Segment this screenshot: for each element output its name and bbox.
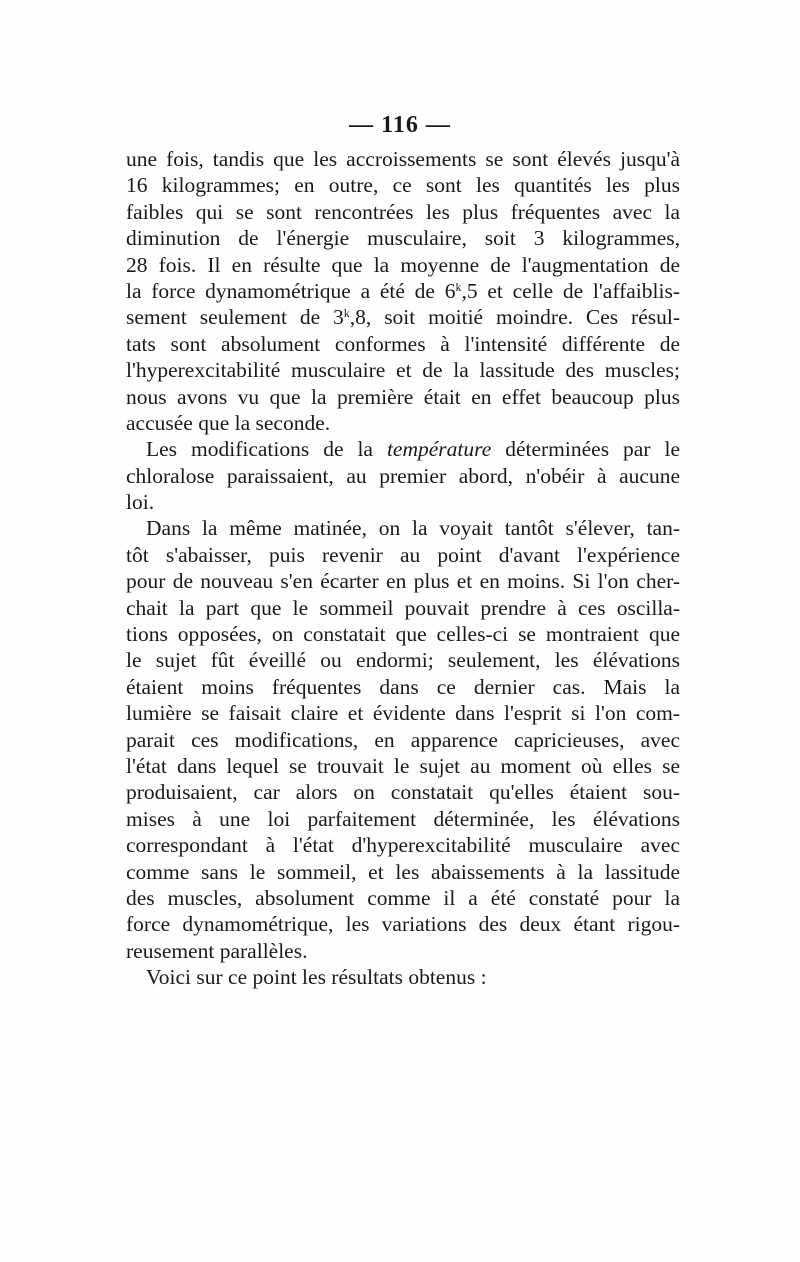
text-line: force dynamométrique, les variations des deux étant rigou-	[126, 912, 680, 937]
text-segment: sement seulement de 3	[126, 305, 344, 330]
text-line: loi.	[126, 490, 155, 515]
text-line: diminution de l'énergie musculaire, soit 3 kilogrammes,	[126, 226, 680, 251]
text-line: accusée que la seconde.	[126, 410, 331, 435]
text-line: étaient moins fréquentes dans ce dernier cas. Mais la	[126, 674, 680, 699]
text-line: une fois, tandis que les accroissements se sont élevés jusqu'à	[126, 147, 680, 171]
text-line: tôt s'abaisser, puis revenir au point d'avant l'expérience	[126, 542, 680, 567]
paragraph-3	[126, 515, 680, 964]
paragraph-1	[126, 146, 680, 436]
text-line: produisaient, car alors on constatait qu'elles étaient sou-	[126, 780, 680, 805]
text-segment: ,8, soit moitié moindre. Ces résul-	[349, 305, 680, 330]
text-line	[126, 278, 680, 304]
text-line: le sujet fût éveillé ou endormi; seulement, les élévations	[126, 648, 680, 673]
text-segment: Les modifications de la	[146, 437, 387, 462]
paragraph-4	[126, 964, 680, 990]
text-line: chait la part que le sommeil pouvait prendre à ces oscilla-	[126, 595, 680, 620]
text-line: Voici sur ce point les résultats obtenus :	[146, 965, 487, 990]
text-line: des muscles, absolument comme il a été constaté pour la	[126, 885, 680, 910]
text-line: reusement parallèles.	[126, 938, 308, 963]
body-text	[126, 146, 680, 991]
superscript-unit: k	[343, 306, 350, 321]
text-line	[126, 436, 680, 462]
page-number: — 116 —	[349, 112, 451, 138]
text-line: faibles qui se sont rencontrées les plus fréquentes avec la	[126, 199, 680, 224]
text-line	[126, 304, 680, 330]
text-segment: déterminées par le	[491, 437, 680, 462]
text-line: 16 kilogrammes; en outre, ce sont les quantités les plus	[126, 173, 680, 198]
text-line: chloralose paraissaient, au premier abord, n'obéir à aucune	[126, 463, 680, 488]
text-segment: la force dynamométrique a été de 6	[126, 278, 456, 303]
text-line: tats sont absolument conformes à l'intensité différente de	[126, 331, 680, 356]
superscript-unit: k	[455, 279, 462, 294]
text-line: nous avons vu que la première était en effet beaucoup plus	[126, 384, 680, 409]
text-line: Dans la même matinée, on la voyait tantôt s'élever, tan-	[146, 516, 680, 541]
text-segment: ,5 et celle de l'affaiblis-	[461, 278, 680, 303]
text-line: pour de nouveau s'en écarter en plus et en moins. Si l'on cher-	[126, 569, 680, 594]
text-line: l'hyperexcitabilité musculaire et de la lassitude des muscles;	[126, 358, 680, 383]
text-line: l'état dans lequel se trouvait le sujet au moment où elles se	[126, 753, 680, 778]
italic-term: température	[386, 437, 492, 462]
text-line: tions opposées, on constatait que celles-ci se montraient que	[126, 622, 680, 647]
text-line: lumière se faisait claire et évidente dans l'esprit si l'on com-	[126, 701, 680, 726]
paragraph-2	[126, 436, 680, 515]
text-line: correspondant à l'état d'hyperexcitabilité musculaire avec	[126, 833, 680, 858]
text-line: comme sans le sommeil, et les abaissements à la lassitude	[126, 859, 680, 884]
text-line: parait ces modifications, en apparence capricieuses, avec	[126, 727, 680, 752]
text-line: 28 fois. Il en résulte que la moyenne de l'augmentation de	[126, 252, 680, 277]
text-line: mises à une loi parfaitement déterminée, les élévations	[126, 806, 680, 831]
